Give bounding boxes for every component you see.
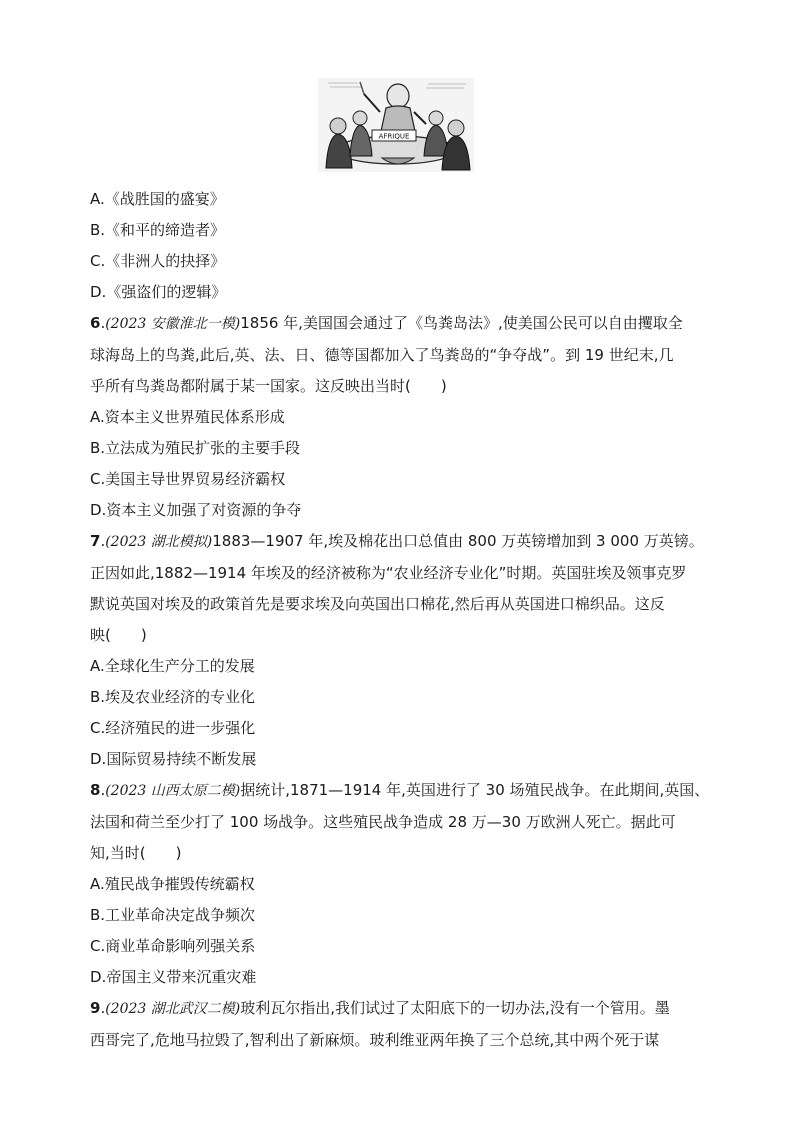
q7-number: 7 — [90, 532, 101, 550]
q7-option-d: D.国际贸易持续不断发展 — [90, 750, 257, 768]
q7-stem-line-2: 正因如此,1882—1914 年埃及的经济被称为“农业经济专业化”时期。英国驻埃及领事克罗 — [90, 564, 687, 582]
q9-stem-line-2: 西哥完了,危地马拉毁了,智利出了新麻烦。玻利维亚两年换了三个总统,其中两个死于谋 — [90, 1031, 660, 1049]
q6-number: 6 — [90, 314, 101, 332]
q5-option-a: A.《战胜国的盛宴》 — [90, 190, 225, 208]
q8-option-a: A.殖民战争摧毁传统霸权 — [90, 875, 255, 893]
q9-stem-line-1: 9.(2023 湖北武汉二模)玻利瓦尔指出,我们试过了太阳底下的一切办法,没有一个管用。墨 — [90, 999, 670, 1017]
q8-option-d: D.帝国主义带来沉重灾难 — [90, 968, 257, 986]
q9-source: (2023 湖北武汉二模) — [105, 1001, 241, 1017]
q5-option-d: D.《强盗们的逻辑》 — [90, 283, 227, 301]
q6-source: (2023 安徽淮北一模) — [105, 316, 241, 332]
q5-option-b: B.《和平的缔造者》 — [90, 221, 226, 239]
q9-number: 9 — [90, 999, 101, 1017]
cartoon-svg — [318, 78, 474, 172]
q6-stem-line-1: 6.(2023 安徽淮北一模)1856 年,美国国会通过了《鸟粪岛法》,使美国公民可以自由攫取全 — [90, 314, 683, 332]
q7-stem-line-4: 映( ) — [90, 626, 147, 644]
q8-option-c: C.商业革命影响列强关系 — [90, 937, 256, 955]
question-content — [90, 184, 714, 1056]
q5-option-c: C.《非洲人的抉择》 — [90, 252, 226, 270]
q8-stem-line-3: 知,当时( ) — [90, 844, 182, 862]
q7-stem-line-1: 7.(2023 湖北模拟)1883—1907 年,埃及棉花出口总值由 800 万英镑增加到 3 000 万英镑。 — [90, 532, 704, 550]
cartoon-illustration — [318, 78, 474, 172]
q6-stem-line-3: 乎所有鸟粪岛都附属于某一国家。这反映出当时( ) — [90, 377, 447, 395]
q6-option-b: B.立法成为殖民扩张的主要手段 — [90, 439, 301, 457]
q6-option-a: A.资本主义世界殖民体系形成 — [90, 408, 285, 426]
q7-option-c: C.经济殖民的进一步强化 — [90, 719, 256, 737]
q7-source: (2023 湖北模拟) — [105, 534, 213, 550]
q7-option-b: B.埃及农业经济的专业化 — [90, 688, 256, 706]
q6-text-1: 1856 年,美国国会通过了《鸟粪岛法》,使美国公民可以自由攫取全 — [240, 314, 683, 332]
q7-option-a: A.全球化生产分工的发展 — [90, 657, 255, 675]
q6-option-d: D.资本主义加强了对资源的争夺 — [90, 501, 302, 519]
q8-number: 8 — [90, 781, 101, 799]
q8-option-b: B.工业革命决定战争频次 — [90, 906, 256, 924]
q8-source: (2023 山西太原二模) — [105, 783, 241, 799]
q8-text-1: 据统计,1871—1914 年,英国进行了 30 场殖民战争。在此期间,英国、 — [240, 781, 710, 799]
q7-stem-line-3: 默说英国对埃及的政策首先是要求埃及向英国出口棉花,然后再从英国进口棉织品。这反 — [90, 595, 665, 613]
q8-stem-line-1: 8.(2023 山西太原二模)据统计,1871—1914 年,英国进行了 30 场殖民战争。在此期间,英国、 — [90, 781, 710, 799]
q8-stem-line-2: 法国和荷兰至少打了 100 场战争。这些殖民战争造成 28 万—30 万欧洲人死亡。据此可 — [90, 813, 676, 831]
q6-stem-line-2: 球海岛上的鸟粪,此后,英、法、日、德等国都加入了鸟粪岛的“争夺战”。到 19 世纪末,几 — [90, 346, 674, 364]
cartoon-sign-text: AFRIQUE — [378, 132, 410, 141]
q7-text-1: 1883—1907 年,埃及棉花出口总值由 800 万英镑增加到 3 000 万英镑。 — [212, 532, 704, 550]
q9-text-1: 玻利瓦尔指出,我们试过了太阳底下的一切办法,没有一个管用。墨 — [240, 999, 670, 1017]
q6-option-c: C.美国主导世界贸易经济霸权 — [90, 470, 286, 488]
